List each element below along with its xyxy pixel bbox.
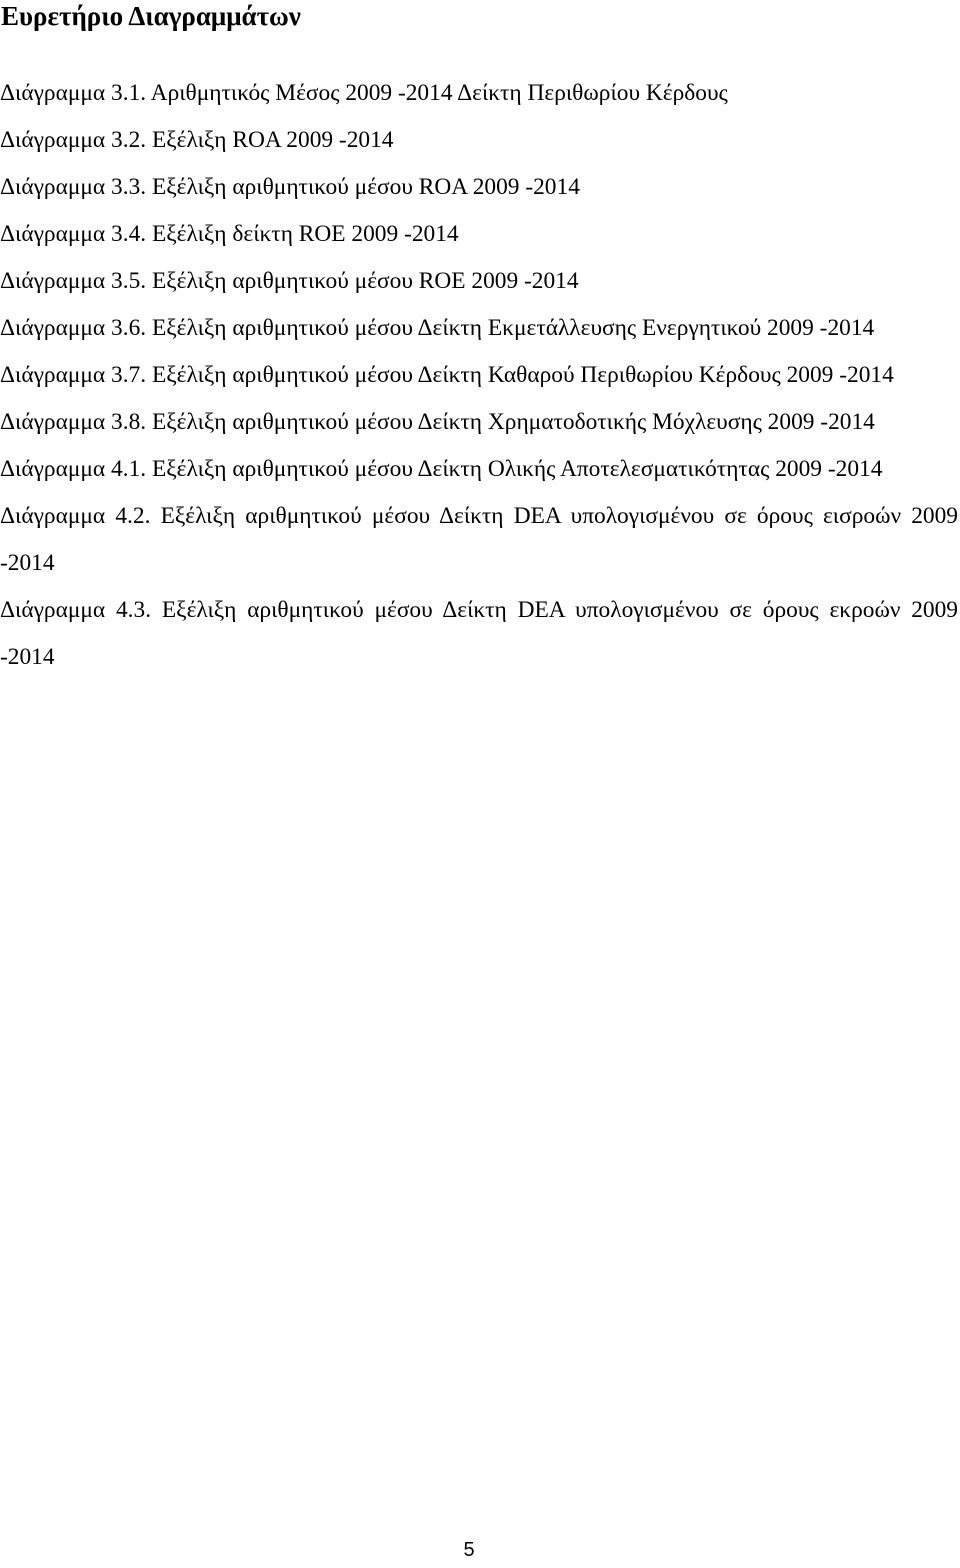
figure-index-entry-text: Διάγραμμα 3.1. Αριθμητικός Μέσος 2009 -2014 Δείκτη Περιθωρίου Κέρδους	[0, 80, 728, 106]
figure-index-entry-text: Διάγραμμα 3.3. Εξέλιξη αριθμητικού μέσου ROA 2009 -2014	[0, 174, 580, 200]
figure-index-entry-text: Διάγραμμα 3.4. Εξέλιξη δείκτη ROE 2009 -2014	[0, 221, 459, 247]
figure-index-entry	[0, 164, 958, 211]
figure-index-entry	[0, 117, 958, 164]
figure-index-entry	[0, 258, 958, 305]
figure-index-entry-text: Διάγραμμα 3.6. Εξέλιξη αριθμητικού μέσου Δείκτη Εκμετάλλευσης Ενεργητικού 2009 -2014	[0, 315, 875, 341]
figure-index-list	[0, 70, 958, 681]
figure-index-entry	[0, 70, 958, 117]
figure-index-entry-text: Διάγραμμα 3.8. Εξέλιξη αριθμητικού μέσου Δείκτη Χρηματοδοτικής Μόχλευσης 2009 -2014	[0, 409, 875, 435]
figure-index-entry-text: Διάγραμμα 3.5. Εξέλιξη αριθμητικού μέσου ROE 2009 -2014	[0, 268, 579, 294]
figure-index-entry-text: Διάγραμμα 4.3. Εξέλιξη αριθμητικού μέσου Δείκτη DEA υπολογισμένου σε όρους εκροών 2009 -2014	[0, 597, 958, 670]
figure-index-entry-text: Διάγραμμα 4.2. Εξέλιξη αριθμητικού μέσου Δείκτη DEA υπολογισμένου σε όρους εισροών 2009 -2014	[0, 503, 958, 576]
figure-index-entry	[0, 352, 958, 399]
figure-index-entry	[0, 493, 958, 587]
page-title: Ευρετήριο Διαγραμμάτων	[1, 1, 301, 31]
page-number: 5	[463, 1539, 475, 1561]
figure-index-entry-text: Διάγραμμα 4.1. Εξέλιξη αριθμητικού μέσου Δείκτη Ολικής Αποτελεσματικότητας 2009 -2014	[0, 456, 883, 482]
figure-index-entry	[0, 399, 958, 446]
figure-index-entry-text: Διάγραμμα 3.7. Εξέλιξη αριθμητικού μέσου Δείκτη Καθαρού Περιθωρίου Κέρδους 2009 -2014	[0, 362, 894, 388]
figure-index-entry	[0, 211, 958, 258]
figure-index-entry	[0, 305, 958, 352]
figure-index-entry	[0, 587, 958, 681]
figure-index-entry-text: Διάγραμμα 3.2. Εξέλιξη ROA 2009 -2014	[0, 127, 394, 153]
figure-index-entry	[0, 446, 958, 493]
